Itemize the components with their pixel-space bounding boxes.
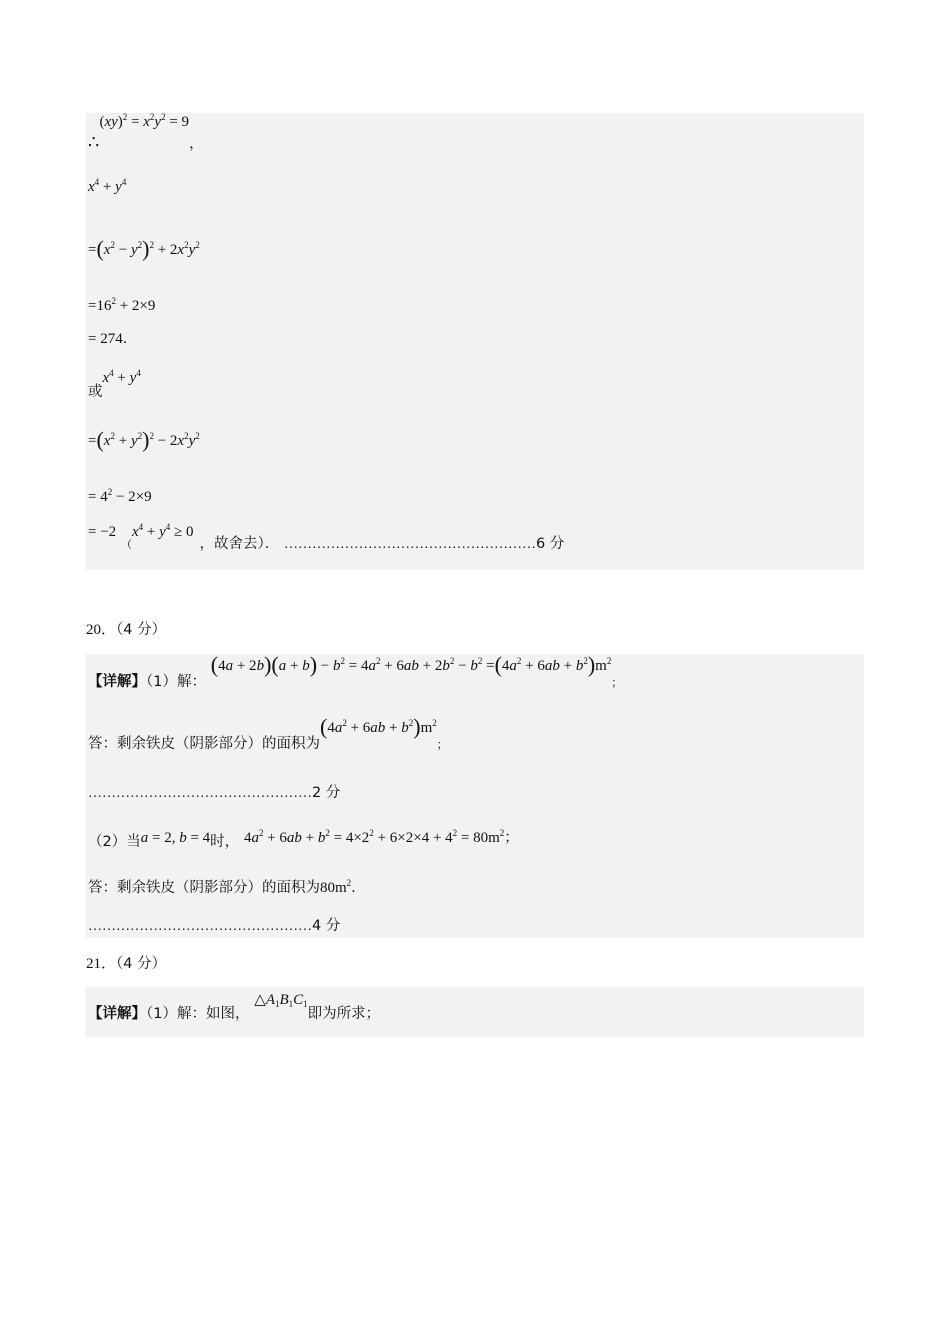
q19-line-x4-y4: $x^4 + y^4$ <box>88 177 127 195</box>
q20-score2-line: …………………………………………2 分 <box>88 785 341 801</box>
q20-part2-line: （2）当a = 2, b = 4时， $4a^2 + 6ab + b^2 = 4\times 2^2 + 6\times 2\times 4 + 4^2 = 80m^2$； <box>88 828 519 850</box>
q20-part1-line: 【详解】（1）解： $(4a + 2b)(a + b) - b^2 = 4a^2 + 6ab + 2b^2 - b^2 =(4a^2 + 6ab + b^2)m^2_;$ <box>88 652 623 690</box>
q19-line-16-squared: $=16^2 + 2\times 9$ <box>88 296 156 314</box>
q19-solution-box <box>86 113 864 570</box>
q20-score4-line: …………………………………………4 分 <box>88 918 341 934</box>
q20-header: 20．（4 分） <box>86 622 167 638</box>
q19-line-diff-square: $=(x^2 - y^2)^2 + 2x^2y^2$ <box>88 236 200 261</box>
q20-answer1-line: 答：剩余铁皮（阴影部分）的面积为$(4a^2 + 6ab + b^2)m^2_;$ <box>88 714 448 752</box>
q19-line-or: 或$x^4 + y^4$ <box>88 368 141 400</box>
q19-line-sum-square: $=(x^2 + y^2)^2 - 2x^2y^2$ <box>88 427 200 452</box>
q20-answer2-line: 答：剩余铁皮（阴影部分）的面积为$80m^2$. <box>88 878 356 896</box>
q19-line-274: = 274. <box>88 331 128 347</box>
q19-line-xy-squared: ∴(xy)$^2$ = $x^2y^2 = 9$， <box>88 112 204 153</box>
q21-header: 21．（4 分） <box>86 956 167 972</box>
q21-part1-line: 【详解】（1）解：如图， $\triangle A_1B_1C_1$即为所求； <box>88 992 381 1022</box>
q19-line-minus2: = −2 $_(x^4 + y^4 \ge 0$，故舍去）． ………………………………………………6 分 <box>88 522 565 552</box>
q19-line-4-squared: = $4^2 - 2\times 9$ <box>88 487 152 505</box>
